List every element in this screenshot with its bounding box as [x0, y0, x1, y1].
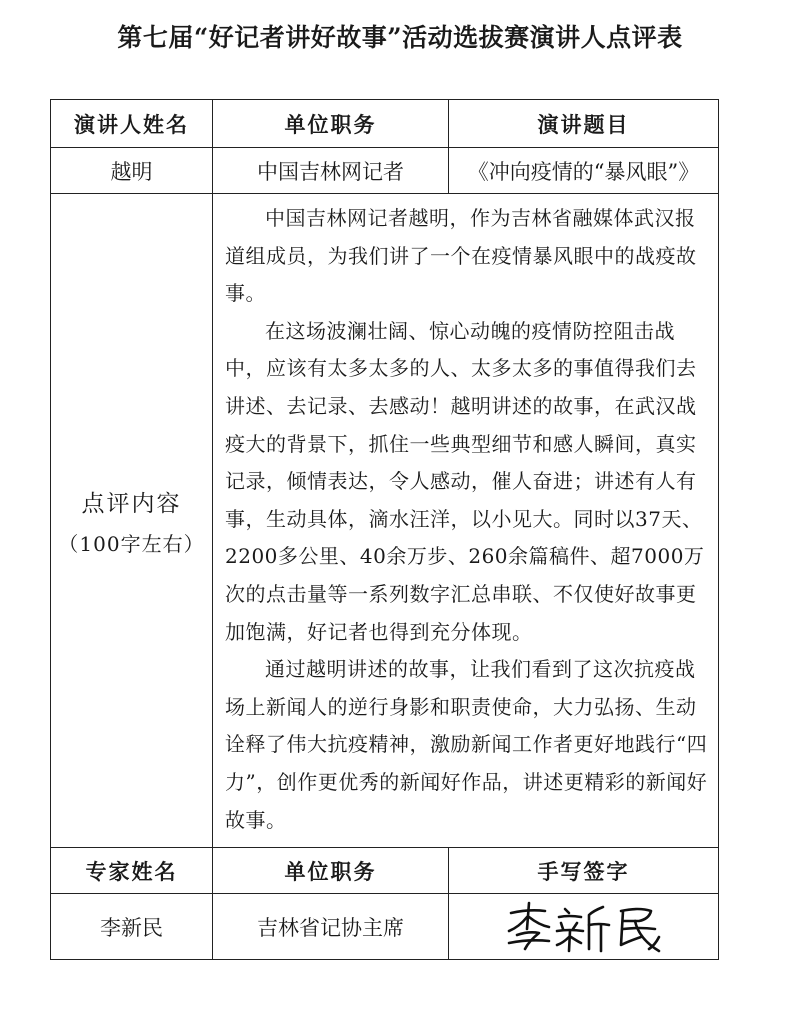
handwritten-signature — [499, 899, 669, 955]
comment-label: 点评内容 — [81, 490, 182, 517]
unit-position-header: 单位职务 — [213, 100, 449, 148]
comment-row — [51, 194, 719, 848]
speaker-row — [51, 148, 719, 194]
evaluation-table — [50, 99, 719, 960]
speaker-name-header: 演讲人姓名 — [51, 100, 213, 148]
speech-title-header: 演讲题目 — [449, 100, 719, 148]
page-title: 第七届“好记者讲好故事”活动选拔赛演讲人点评表 — [117, 23, 683, 52]
expert-row — [51, 894, 719, 960]
speaker-unit-cell: 中国吉林网记者 — [213, 148, 449, 194]
signature-header: 手写签字 — [449, 848, 719, 894]
comment-hint: （100字左右） — [58, 531, 205, 556]
speech-topic-cell: 《冲向疫情的“暴风眼”》 — [449, 148, 719, 194]
comment-paragraph-3: 通过越明讲述的故事，让我们看到了这次抗疫战场上新闻人的逆行身影和职责使命，大力弘扬、生动诠释了伟大抗疫精神，激励新闻工作者更好地践行“四力”，创作更优秀的新闻好作品，讲述更精彩的新闻好故事。 — [225, 657, 708, 832]
expert-unit-cell: 吉林省记协主席 — [213, 894, 449, 960]
expert-unit-header: 单位职务 — [213, 848, 449, 894]
comment-paragraph-1: 中国吉林网记者越明，作为吉林省融媒体武汉报道组成员，为我们讲了一个在疫情暴风眼中的战疫故事。 — [225, 206, 697, 306]
comment-label-cell — [51, 194, 213, 848]
signature-cell — [449, 894, 719, 960]
comment-content-cell — [213, 194, 719, 848]
header-row — [51, 100, 719, 148]
expert-name-cell: 李新民 — [51, 894, 213, 960]
speaker-name-cell: 越明 — [51, 148, 213, 194]
comment-paragraph-2: 在这场波澜壮阔、惊心动魄的疫情防控阻击战中，应该有太多太多的人、太多太多的事值得我们去讲述、去记录、去感动！越明讲述的故事，在武汉战疫大的背景下，抓住一些典型细节和感人瞬间，真实记录，倾情表达，令人感动，催人奋进；讲述有人有事，生动具体，滴水汪洋，以小见大。同时以37天、2200多公里、40余万步、260余篇稿件、超7000万次的点击量等一系列数字汇总串联、不仅使好故事更加饱满，好记者也得到充分体现。 — [225, 318, 705, 644]
expert-header-row — [51, 848, 719, 894]
expert-name-header: 专家姓名 — [51, 848, 213, 894]
